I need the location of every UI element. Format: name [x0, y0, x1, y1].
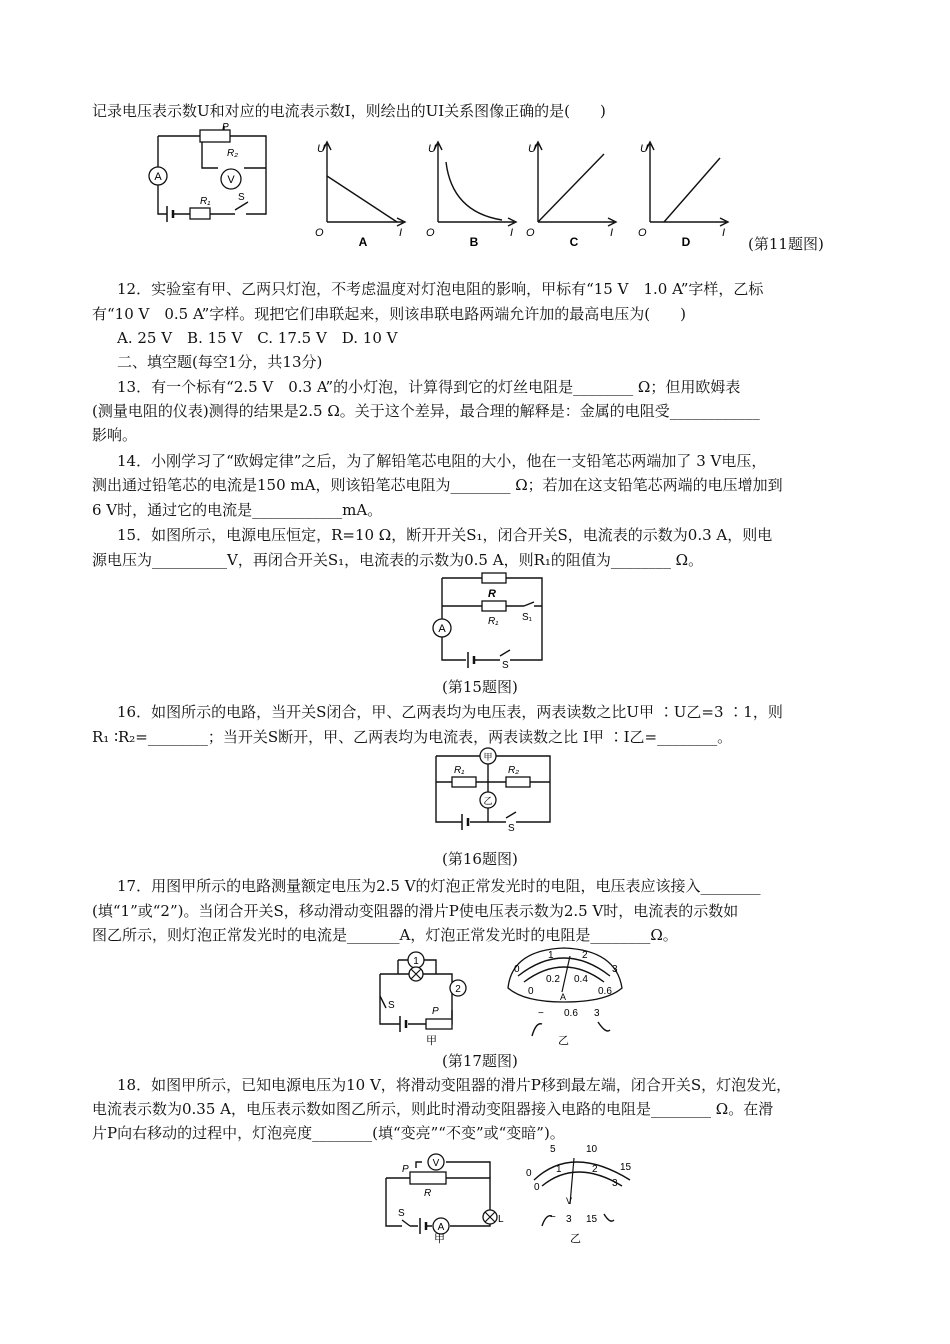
q18-voltmeter-dial	[520, 1140, 645, 1245]
q18-line1: 18．如图甲所示，已知电源电压为10 V，将滑动变阻器的滑片P移到最左端，闭合开关S，灯泡发光，	[117, 1076, 792, 1094]
svg-text:L: L	[498, 1214, 504, 1225]
q11-graph-a	[315, 140, 415, 250]
svg-text:3: 3	[612, 964, 618, 975]
svg-text:U: U	[640, 143, 648, 155]
svg-text:0: 0	[526, 1168, 532, 1179]
svg-text:I: I	[399, 227, 403, 239]
q17-ammeter-dial	[494, 944, 634, 1047]
svg-text:R₁: R₁	[454, 765, 465, 776]
svg-text:乙: 乙	[558, 1035, 569, 1047]
svg-text:S: S	[238, 192, 245, 203]
q15-line1: 15．如图所示，电源电压恒定，R=10 Ω，断开开关S₁，闭合开关S，电流表的示数为0.3 A，则电	[117, 526, 773, 544]
q13-line2: (测量电阻的仪表)测得的结果是2.5 Ω。关于这个差异，最合理的解释是：金属的电阻受____________	[92, 402, 760, 420]
svg-text:P: P	[432, 1006, 439, 1017]
svg-text:S: S	[508, 823, 515, 834]
q11-graph-c	[526, 140, 626, 250]
svg-text:O: O	[638, 227, 647, 239]
svg-text:P: P	[222, 122, 229, 133]
svg-text:2: 2	[592, 1164, 598, 1175]
svg-text:O: O	[526, 227, 535, 239]
q17-line1: 17．用图甲所示的电路测量额定电压为2.5 V的灯泡正常发光时的电阻，电压表应该接入________	[117, 877, 761, 895]
svg-text:R: R	[488, 588, 496, 600]
svg-text:R₂: R₂	[227, 148, 239, 159]
q12-line1: 12．实验室有甲、乙两只灯泡，不考虑温度对灯泡电阻的影响，甲标有“15 V 1.0 A”字样，乙标	[117, 280, 764, 298]
svg-text:A: A	[560, 992, 567, 1002]
svg-text:U: U	[528, 143, 536, 155]
svg-text:C: C	[569, 235, 579, 249]
q12-options: A. 25 V B. 15 V C. 17.5 V D. 10 V	[117, 329, 398, 347]
svg-text:3: 3	[612, 1178, 618, 1189]
q12-line2: 有“10 V 0.5 A”字样。现把它们串联起来，则该串联电路两端允许加的最高电压为( )	[92, 305, 686, 323]
svg-text:0.6: 0.6	[598, 986, 612, 997]
svg-text:I: I	[722, 227, 726, 239]
svg-text:−: −	[550, 1212, 556, 1223]
svg-text:I: I	[510, 227, 514, 239]
svg-text:3: 3	[566, 1214, 572, 1225]
svg-text:甲: 甲	[434, 1233, 445, 1245]
q16-line2: R₁ ∶R₂=________；当开关S断开，甲、乙两表均为电流表，两表读数之比 I甲 ∶I乙=________。	[92, 728, 733, 746]
q18-line2: 电流表示数为0.35 A，电压表示数如图乙所示，则此时滑动变阻器接入电路的电阻是________ Ω。在滑	[92, 1100, 774, 1118]
svg-text:0.4: 0.4	[574, 974, 588, 985]
svg-text:R₂: R₂	[508, 765, 520, 776]
svg-text:A: A	[154, 171, 162, 183]
svg-text:S₁: S₁	[522, 612, 533, 623]
svg-text:S: S	[502, 660, 509, 671]
svg-text:0.6: 0.6	[564, 1008, 578, 1019]
q11-circuit	[140, 122, 275, 222]
svg-text:−: −	[538, 1008, 544, 1019]
q16-line1: 16．如图所示的电路，当开关S闭合，甲、乙两表均为电压表，两表读数之比U甲 ∶U乙=3 ∶1，则	[117, 703, 783, 721]
svg-text:R₁: R₁	[200, 196, 211, 207]
q18-circuit-jia	[380, 1150, 505, 1245]
svg-text:V: V	[566, 1196, 573, 1206]
svg-text:I: I	[610, 227, 614, 239]
q15-circuit	[430, 570, 550, 670]
svg-text:0: 0	[534, 1182, 540, 1193]
svg-text:U: U	[428, 143, 436, 155]
svg-text:R₁: R₁	[488, 616, 499, 627]
svg-text:U: U	[317, 143, 325, 155]
svg-text:1: 1	[548, 950, 554, 961]
svg-text:3: 3	[594, 1008, 600, 1019]
svg-text:15: 15	[620, 1162, 632, 1173]
svg-text:D: D	[681, 235, 691, 249]
svg-text:5: 5	[550, 1144, 556, 1155]
svg-text:0: 0	[514, 964, 520, 975]
svg-text:B: B	[469, 235, 479, 249]
q13-line3: 影响。	[92, 426, 138, 444]
svg-text:V: V	[227, 174, 235, 186]
q14-line2: 测出通过铅笔芯的电流是150 mA，则该铅笔芯电阻为________ Ω；若加在这支铅笔芯两端的电压增加到	[92, 476, 783, 494]
q15-line2: 源电压为__________V，再闭合开关S₁，电流表的示数为0.5 A，则R₁的阻值为________ Ω。	[92, 551, 704, 569]
q11-caption: (第11题图)	[748, 235, 824, 253]
q14-line3: 6 V时，通过它的电流是____________mA。	[92, 501, 383, 519]
svg-text:2: 2	[582, 950, 588, 961]
svg-text:乙: 乙	[483, 796, 493, 806]
q11-graph-b	[426, 140, 526, 250]
svg-text:1: 1	[556, 1164, 562, 1175]
svg-text:A: A	[438, 623, 446, 635]
svg-text:A: A	[358, 235, 368, 249]
q14-line1: 14．小刚学习了“欧姆定律”之后，为了解铅笔芯电阻的大小，他在一支铅笔芯两端加了 3 V电压，	[117, 452, 767, 470]
svg-text:R: R	[424, 1188, 432, 1199]
svg-text:乙: 乙	[570, 1233, 581, 1245]
q17-line2: (填“1”或“2”)。当闭合开关S，移动滑动变阻器的滑片P使电压表示数为2.5 V时，电流表的示数如	[92, 902, 739, 920]
q13-line1: 13．有一个标有“2.5 V 0.3 A”的小灯泡，计算得到它的灯丝电阻是________ Ω；但用欧姆表	[117, 378, 741, 396]
svg-text:甲: 甲	[483, 752, 493, 762]
q17-line3: 图乙所示，则灯泡正常发光时的电流是_______A，灯泡正常发光时的电阻是________Ω。	[92, 926, 678, 944]
svg-text:1: 1	[413, 956, 419, 967]
q16-caption: (第16题图)	[442, 850, 518, 868]
svg-text:O: O	[426, 227, 435, 239]
section-heading: 二、填空题(每空1分，共13分)	[117, 353, 323, 371]
q11-graph-d	[638, 140, 738, 250]
svg-text:2: 2	[455, 984, 461, 995]
q11-stem: 记录电压表示数U和对应的电流表示数I，则绘出的UI关系图像正确的是( )	[92, 102, 606, 120]
svg-text:0.2: 0.2	[546, 974, 560, 985]
svg-text:A: A	[437, 1222, 445, 1233]
svg-text:V: V	[432, 1158, 440, 1169]
svg-text:甲: 甲	[426, 1035, 437, 1047]
svg-text:10: 10	[586, 1144, 598, 1155]
q15-caption: (第15题图)	[442, 678, 518, 696]
svg-text:O: O	[315, 227, 324, 239]
svg-text:0: 0	[528, 986, 534, 997]
q16-circuit	[432, 742, 554, 832]
q18-line3: 片P向右移动的过程中，灯泡亮度________(填“变亮”“不变”或“变暗”)。	[92, 1124, 565, 1142]
svg-text:S: S	[398, 1208, 405, 1219]
svg-text:15: 15	[586, 1214, 598, 1225]
svg-text:P: P	[402, 1164, 409, 1175]
q17-circuit-jia	[376, 944, 486, 1047]
q17-caption: (第17题图)	[442, 1052, 518, 1070]
svg-text:S: S	[388, 1000, 395, 1011]
